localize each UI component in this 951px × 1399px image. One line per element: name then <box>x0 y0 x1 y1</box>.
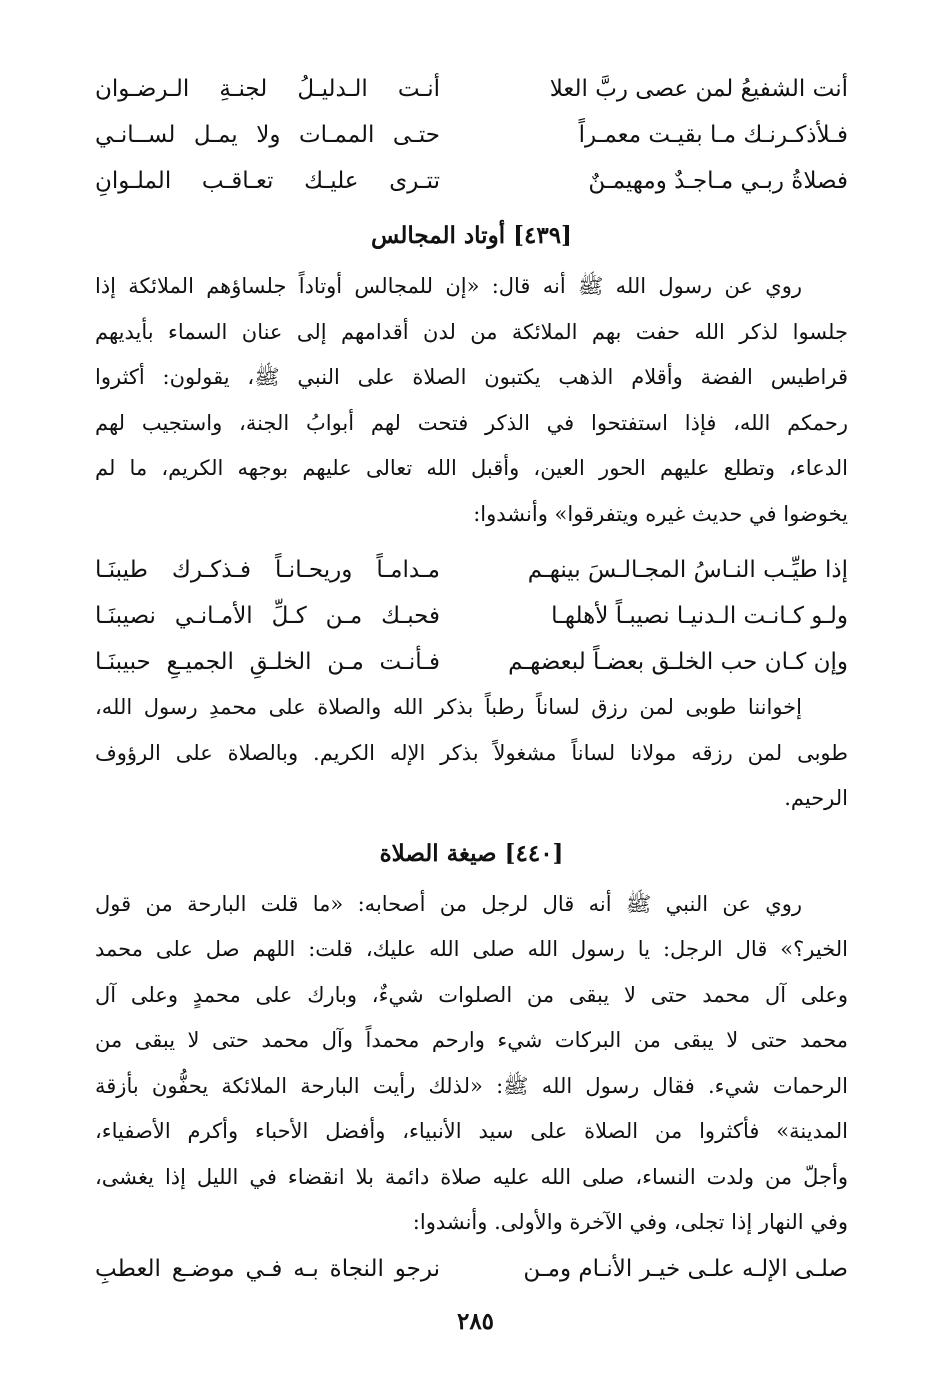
paragraph-line: الخير؟» قال الرجل: يا رسول الله صلى الله عليك، قلت: اللهم صل على محمد <box>95 937 848 961</box>
verse-hemistich-right: فـلأذكـرنـك مـا بقيـت معمـراً <box>578 122 848 148</box>
paragraph-line: رحمكم الله، فإذا استفتحوا في الذكر فتحت لهم أبوابُ الجنة، واستجيب لهم <box>95 410 848 435</box>
verse-hemistich-right: فصلاةُ ربـي مـاجـدٌ ومهيمـنٌ <box>588 168 848 194</box>
page-number: ٢٨٥ <box>456 1308 495 1335</box>
verse-line <box>95 639 848 685</box>
paragraph-line: الرحمات شيء. فقال رسول الله ﷺ: «لذلك رأيت البارحة الملائكة يحفُّون بأزقة <box>95 1073 848 1098</box>
paragraph-line: يخوضوا في حديث غيره ويتفرقوا» وأنشدوا: <box>473 501 848 526</box>
verse-line <box>95 112 848 158</box>
section-440-body <box>95 882 848 1246</box>
verse-hemistich-left: مـدامـاً وريحـانـاً فـذكـرك طيبنَـا <box>95 557 440 583</box>
paragraph-line: طوبى لمن رزقه مولانا لساناً مشغولاً بذكر الإله الكريم. وبالصلاة على الرؤوف <box>95 740 848 765</box>
verse-hemistich-right: وإن كـان حب الخلـق بعضـاً لبعضهـم <box>508 649 848 675</box>
verse-line <box>95 547 848 593</box>
paragraph-line: وأجلّ من ولدت النساء، صلى الله عليه صلاة دائمة بلا انقضاء في الليل إذا يغشى، <box>95 1164 848 1189</box>
verse-hemistich-right: أنت الشفيعُ لمن عصى ربَّ العلا <box>549 76 848 102</box>
paragraph-line: روي عن رسول الله ﷺ أنه قال: «إن للمجالس أوتاداً جلساؤهم الملائكة إذا <box>95 274 802 298</box>
verse-hemistich-left: تتـرى عليـك تعـاقـب الملـوانِ <box>95 168 440 194</box>
paragraph-line: الدعاء، وتطلع عليهم الحور العين، وأقبل الله تعالى عليهم بوجهه الكريم، ما لم <box>95 456 848 480</box>
verse-hemistich-right: إذا طيِّـب النـاسُ المجـالـسَ بينهـم <box>527 557 848 583</box>
verse-hemistich-right: ولـو كـانـت الـدنيـا نصيبـاً لأهلهـا <box>551 603 848 629</box>
book-page <box>95 66 848 1359</box>
poem-block-2 <box>95 547 848 685</box>
paragraph-line: قراطيس الفضة وأقلام الذهب يكتبون الصلاة على النبي ﷺ، يقولون: أكثروا <box>95 365 848 389</box>
paragraph-line: محمد حتى لا يبقى من البركات شيء وارحم محمداً وآل محمد حتى لا يبقى من <box>95 1028 848 1052</box>
verse-hemistich-left: فحبـك مـن كـلِّ الأمـانـي نصيبنَـا <box>95 603 440 629</box>
paragraph-line: وفي النهار إذا تجلى، وفي الآخرة والأولى. وأنشدوا: <box>412 1210 848 1234</box>
verse-hemistich-left: أنـت الـدليـلُ لجنـةِ الـرضـوان <box>95 76 440 102</box>
paragraph-line: المدينة» فأكثروا من الصلاة على سيد الأنبياء، وأفضل الأحباء وأكرم الأصفياء، <box>95 1119 848 1143</box>
paragraph-line: جلسوا لذكر الله حفت بهم الملائكة من لدن أقدامهم إلى عنان السماء بأيديهم <box>95 319 848 344</box>
verse-hemistich-left: فـأنـت مـن الخلـقِ الجميـعِ حبيبنَـا <box>95 649 440 675</box>
closing-paragraph <box>95 685 848 822</box>
section-439-body <box>95 264 848 537</box>
paragraph-line: وعلى آل محمد حتى لا يبقى من الصلوات شيءٌ، وبارك على محمدٍ وعلى آل <box>95 982 848 1007</box>
poem-block-1 <box>95 66 848 204</box>
paragraph-line: روي عن النبي ﷺ أنه قال لرجل من أصحابه: «ما قلت البارحة من قول <box>95 891 802 916</box>
verse-line <box>95 66 848 112</box>
verse-hemistich-left: نرجو النجاة بـه فـي موضـع العطبِ <box>95 1255 440 1282</box>
verse-line <box>95 158 848 204</box>
verse-line <box>95 1246 848 1292</box>
verse-line <box>95 593 848 639</box>
verse-hemistich-left: حتـى الممـات ولا يمـل لســانـي <box>95 122 440 148</box>
section-heading-439: [٤٣٩] أوتاد المجالس <box>371 222 572 249</box>
section-heading-440: [٤٤٠] صيغة الصلاة <box>379 839 564 867</box>
verse-hemistich-right: صلـى الإلـه علـى خيـر الأنـام ومـن <box>523 1255 848 1282</box>
poem-block-3 <box>95 1246 848 1292</box>
paragraph-line: إخواننا طوبى لمن رزق لساناً رطباً بذكر الله والصلاة على محمدِ رسول الله، <box>95 695 802 719</box>
paragraph-line: الرحيم. <box>784 786 848 810</box>
